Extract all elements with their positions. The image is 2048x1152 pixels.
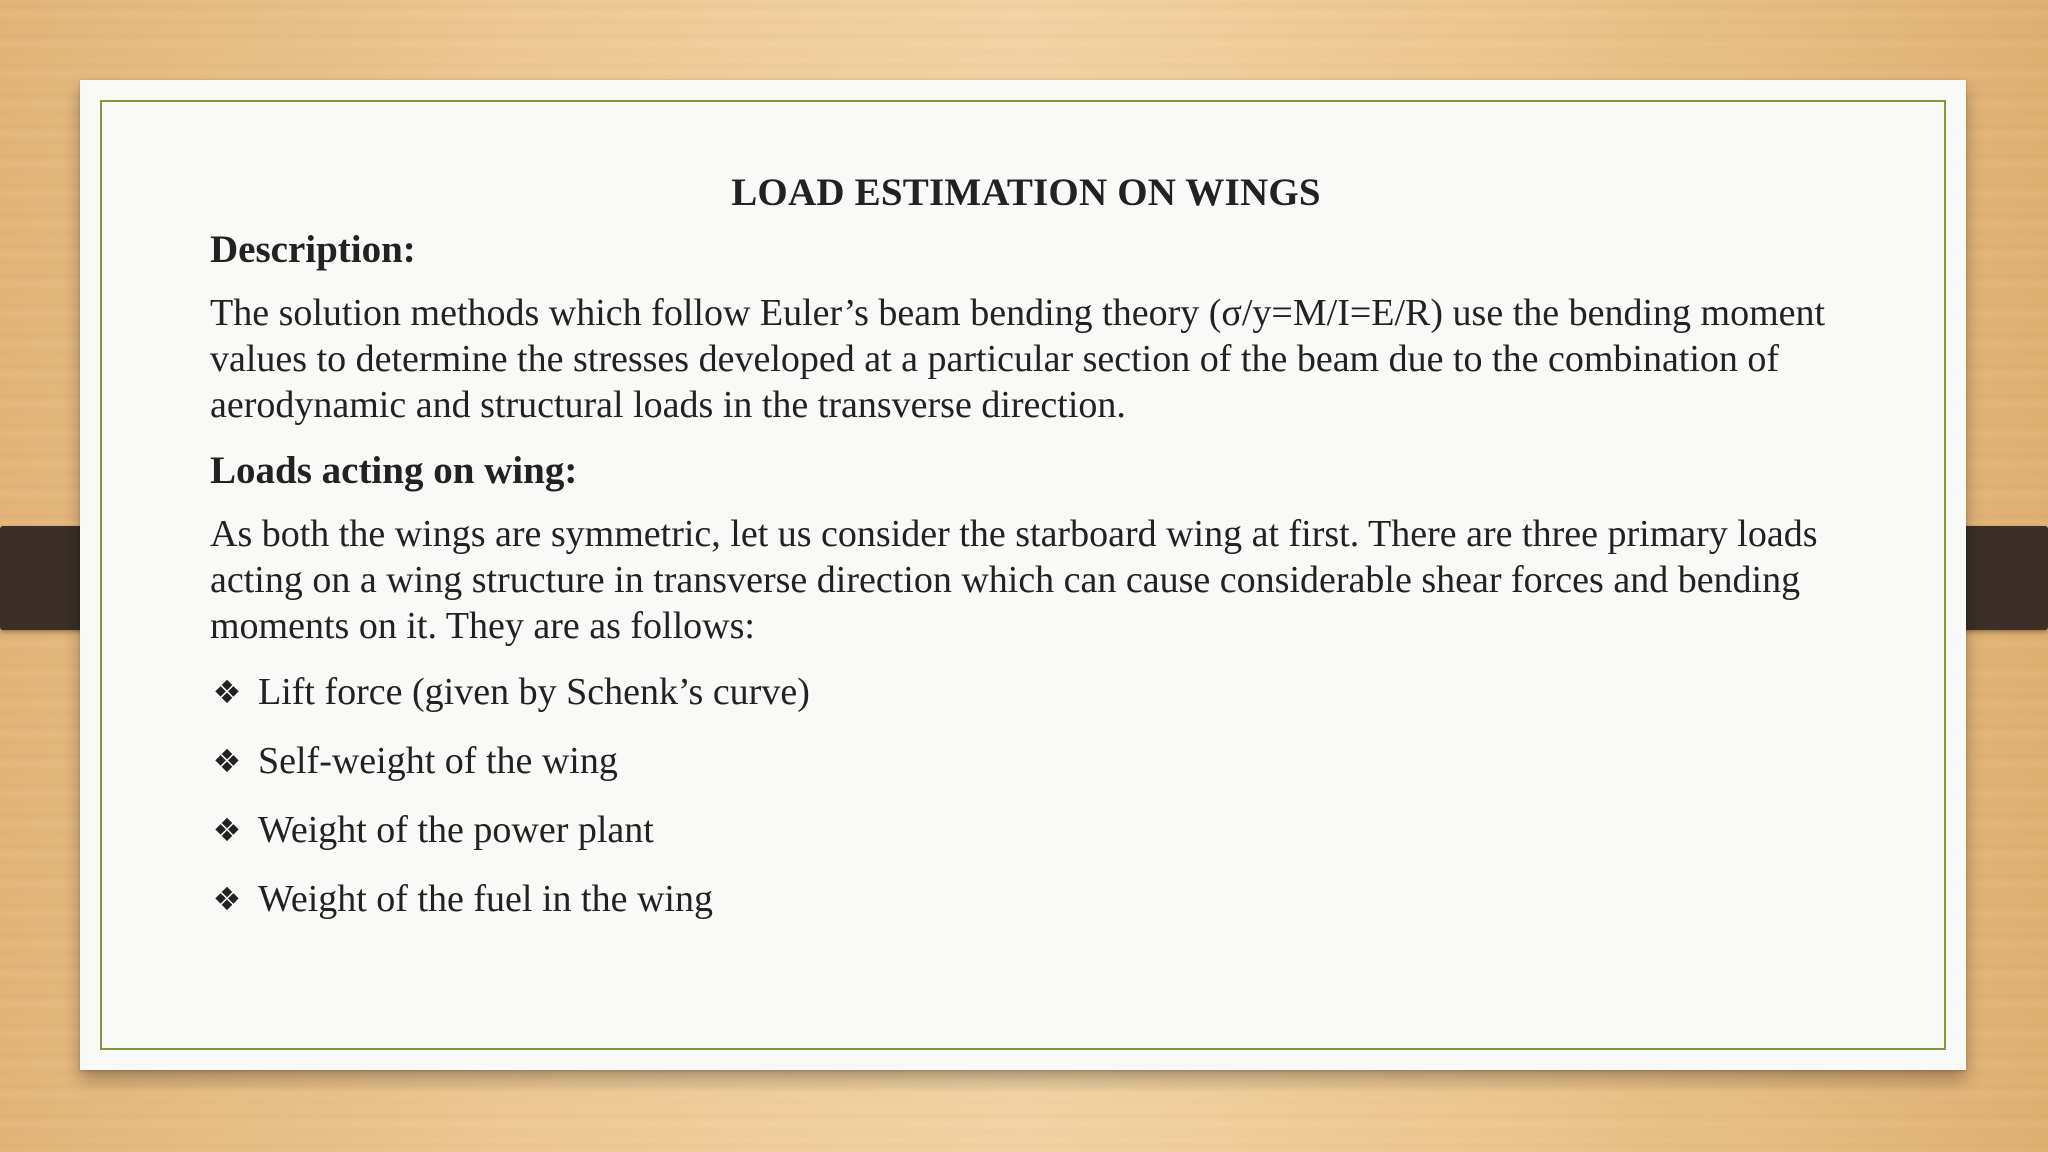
list-item: [210, 807, 1890, 853]
diamond-bullet-icon: ❖: [212, 811, 242, 849]
loads-paragraph: As both the wings are symmetric, let us consider the starboard wing at first. There are three primary loads acting on a wing structure in transverse direction which can cause considerable shear forces and bending moments on it. They are as follows:: [210, 513, 1818, 647]
list-item: [210, 738, 1890, 784]
bullet-text: Weight of the fuel in the wing: [258, 878, 713, 920]
loads-heading: Loads acting on wing:: [210, 449, 578, 492]
slide-content: [210, 170, 1890, 945]
diamond-bullet-icon: ❖: [212, 742, 242, 780]
bullet-text: Self-weight of the wing: [258, 740, 618, 782]
list-item: [210, 876, 1890, 922]
slide-title: LOAD ESTIMATION ON WINGS: [731, 171, 1321, 214]
bullet-text: Lift force (given by Schenk’s curve): [258, 671, 810, 713]
slide-paper: [80, 80, 1966, 1070]
diamond-bullet-icon: ❖: [212, 673, 242, 711]
diamond-bullet-icon: ❖: [212, 880, 242, 918]
description-heading: Description:: [210, 228, 416, 271]
list-item: [210, 669, 1890, 715]
description-paragraph: The solution methods which follow Euler’s beam bending theory (σ/y=M/I=E/R) use the bending moment values to determine the stresses developed at a particular section of the beam due to the combination of aerodynamic and structural loads in the transverse direction.: [210, 292, 1826, 426]
loads-bullet-list: [210, 669, 1890, 922]
bullet-text: Weight of the power plant: [258, 809, 654, 851]
